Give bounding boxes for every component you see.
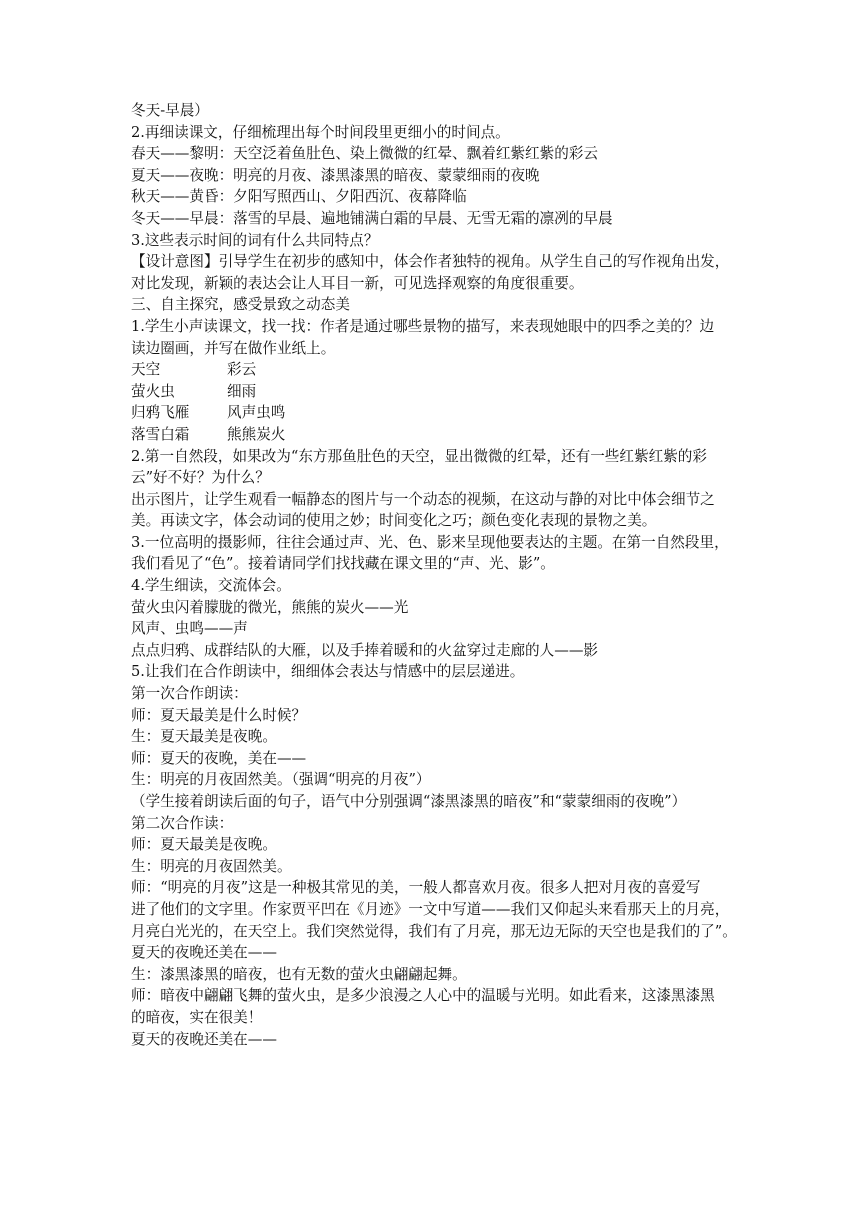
text-line: 1.学生小声读课文，找一找：作者是通过哪些景物的描写，来表现她眼中的四季之美的？边 <box>131 317 715 335</box>
text-line: 3.这些表示时间的词有什么共同特点？ <box>131 231 379 249</box>
text-line: 萤火虫闪着朦胧的微光，熊熊的炭火——光 <box>131 598 409 616</box>
scenery-term: 细雨 <box>227 382 257 400</box>
text-line: （学生接着朗读后面的句子，语气中分别强调“漆黑漆黑的暗夜”和“蒙蒙细雨的夜晚”） <box>131 793 687 810</box>
scenery-term: 熊熊炭火 <box>227 425 286 443</box>
section-heading: 三、自主探究，感受景致之动态美 <box>131 296 350 314</box>
scenery-term: 天空 <box>131 361 161 379</box>
dialogue-line: 生：漆黑漆黑的暗夜，也有无数的萤火虫翩翩起舞。 <box>131 965 467 983</box>
scenery-term: 落雪白霜 <box>131 425 190 443</box>
text-line: 冬天——早晨：落雪的早晨、遍地铺满白霜的早晨、无雪无霜的凛冽的早晨 <box>131 209 613 227</box>
scenery-pair-row <box>131 381 731 403</box>
text-line: 5.让我们在合作朗读中，细细体会表达与情感中的层层递进。 <box>131 663 525 681</box>
dialogue-line: 师：暗夜中翩翩飞舞的萤火虫，是多少浪漫之人心中的温暖与光明。如此看来，这漆黑漆黑 <box>131 987 715 1005</box>
text-line: 云”好不好？为什么？ <box>131 469 270 487</box>
text-line: 第二次合作读： <box>131 814 234 832</box>
text-line: 出示图片，让学生观看一幅静态的图片与一个动态的视频，在这动与静的对比中体会细节之 <box>131 490 715 508</box>
text-line: 美。再读文字，体会动词的使用之妙；时间变化之巧；颜色变化表现的景物之美。 <box>131 512 657 530</box>
dialogue-line: 生：夏天最美是夜晚。 <box>131 728 277 746</box>
document-page <box>131 100 737 1050</box>
dialogue-line: 生：明亮的月夜固然美。（强调“明亮的月夜”） <box>131 771 431 789</box>
text-line: 秋天——黄昏：夕阳写照西山、夕阳西沉、夜幕降临 <box>131 188 467 206</box>
text-line: 4.学生细读，交流体会。 <box>131 577 291 595</box>
dialogue-line: 师：夏天最美是什么时候？ <box>131 706 307 724</box>
scenery-term: 风声虫鸣 <box>227 404 286 422</box>
scenery-pair-row <box>131 424 731 446</box>
dialogue-line: 师：夏天最美是夜晚。 <box>131 836 277 854</box>
text-line: 对比发现，新颖的表达会让人耳目一新，可见选择观察的角度很重要。 <box>131 274 584 292</box>
text-line: 春天——黎明：天空泛着鱼肚色、染上微微的红晕、飘着红紫红紫的彩云 <box>131 145 599 163</box>
dialogue-line: 师：“明亮的月夜”这是一种极其常见的美，一般人都喜欢月夜。很多人把对月夜的喜爱写 <box>131 879 701 897</box>
text-line: 夏天——夜晚：明亮的月夜、漆黑漆黑的暗夜、蒙蒙细雨的夜晚 <box>131 166 540 184</box>
text-line: 月亮白光光的，在天空上。我们突然觉得，我们有了月亮，那无边无际的天空也是我们的了”。 <box>131 922 737 940</box>
scenery-term: 归鸦飞雁 <box>131 404 190 422</box>
text-line: 风声、虫鸣——声 <box>131 620 248 638</box>
scenery-pair-row <box>131 359 731 381</box>
text-line: 2.第一自然段，如果改为“东方那鱼肚色的天空，显出微微的红晕，还有一些红紫红紫的彩 <box>131 447 707 465</box>
text-line: 的暗夜，实在很美！ <box>131 1008 263 1026</box>
text-line: 冬天-早晨） <box>131 102 209 119</box>
text-line: 点点归鸦、成群结队的大雁，以及手捧着暖和的火盆穿过走廊的人——影 <box>131 641 599 659</box>
dialogue-line: 生：明亮的月夜固然美。 <box>131 857 292 875</box>
text-line: 我们看见了“色”。接着请同学们找找藏在课文里的“声、光、影”。 <box>131 555 555 573</box>
text-line: 夏天的夜晚还美在—— <box>131 944 277 962</box>
text-line: 进了他们的文字里。作家贾平凹在《月迹》一文中写道——我们又仰起头来看那天上的月亮， <box>131 900 730 918</box>
design-intent-line: 【设计意图】引导学生在初步的感知中，体会作者独特的视角。从学生自己的写作视角出发， <box>131 253 730 271</box>
text-line: 第一次合作朗读： <box>131 685 248 703</box>
text-line: 2.再细读课文，仔细梳理出每个时间段里更细小的时间点。 <box>131 123 510 141</box>
scenery-term: 萤火虫 <box>131 382 175 400</box>
scenery-term: 彩云 <box>227 361 257 379</box>
text-line: 读边圈画，并写在做作业纸上。 <box>131 339 336 357</box>
scenery-pair-row <box>131 402 731 424</box>
text-line: 夏天的夜晚还美在—— <box>131 1030 277 1048</box>
text-line: 3.一位高明的摄影师，往往会通过声、光、色、影来呈现他要表达的主题。在第一自然段里， <box>131 533 729 551</box>
dialogue-line: 师：夏天的夜晚，美在—— <box>131 749 307 767</box>
